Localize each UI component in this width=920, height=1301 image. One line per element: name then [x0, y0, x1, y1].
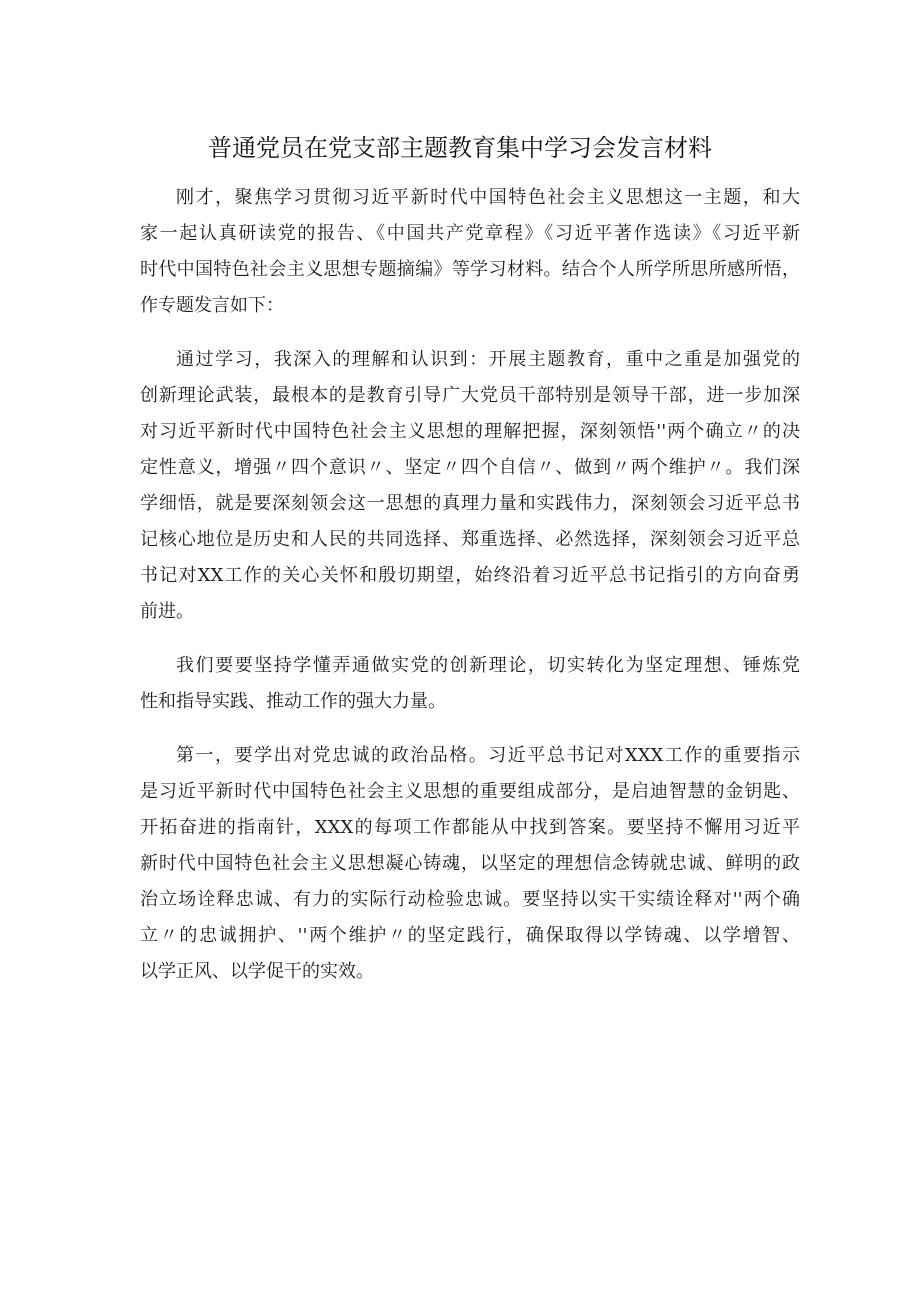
text-line: 以学正风、以学促干的实效。 [140, 961, 374, 982]
text-line: 书记对XX工作的关心关怀和殷切期望，始终沿着习近平总书记指引的方向奋勇 [140, 565, 800, 586]
paragraph-commitment [140, 648, 800, 720]
text-line: 刚才，聚焦学习贯彻习近平新时代中国特色社会主义思想这一主题，和大 [176, 187, 800, 208]
text-line: 创新理论武装，最根本的是教育引导广大党员干部特别是领导干部，进一步加深 [140, 385, 800, 406]
paragraph-first-point [140, 738, 800, 990]
document-title: 普通党员在党支部主题教育集中学习会发言材料 [208, 134, 712, 162]
text-line: 新时代中国特色社会主义思想凝心铸魂，以坚定的理想信念铸就忠诚、鲜明的政 [140, 853, 800, 874]
text-line: 立〃的忠诚拥护、''两个维护〃的坚定践行，确保取得以学铸魂、以学增智、 [140, 925, 800, 946]
text-line: 治立场诠释忠诚、有力的实际行动检验忠诚。要坚持以实干实绩诠释对''两个确 [140, 889, 800, 910]
text-line: 学细悟，就是要深刻领会这一思想的真理力量和实践伟力，深刻领会习近平总书 [140, 493, 800, 514]
text-line: 时代中国特色社会主义思想专题摘编》等学习材料。结合个人所学所思所感所悟， [140, 259, 800, 280]
text-line: 作专题发言如下： [140, 295, 284, 316]
text-line: 开拓奋进的指南针，XXX的每项工作都能从中找到答案。要坚持不懈用习近平 [140, 817, 800, 838]
paragraph-intro [140, 180, 800, 324]
text-line: 记核心地位是历史和人民的共同选择、郑重选择、必然选择，深刻领会习近平总 [140, 529, 800, 550]
text-line: 通过学习，我深入的理解和认识到：开展主题教育，重中之重是加强党的 [176, 349, 800, 370]
document-body [140, 180, 800, 990]
text-line: 性和指导实践、推动工作的强大力量。 [140, 691, 446, 712]
text-line: 前进。 [140, 601, 194, 622]
text-line: 我们要要坚持学懂弄通做实党的创新理论，切实转化为坚定理想、锤炼党 [176, 655, 800, 676]
text-line: 是习近平新时代中国特色社会主义思想的重要组成部分，是启迪智慧的金钥匙、 [140, 781, 800, 802]
text-line: 家一起认真研读党的报告、《中国共产党章程》《习近平著作选读》《习近平新 [140, 223, 800, 244]
text-line: 对习近平新时代中国特色社会主义思想的理解把握，深刻领悟''两个确立〃的决 [140, 421, 800, 442]
text-line: 第一，要学出对党忠诚的政治品格。习近平总书记对XXX工作的重要指示 [176, 745, 800, 766]
text-line: 定性意义，增强〃四个意识〃、坚定〃四个自信〃、做到〃两个维护〃。我们深 [140, 457, 800, 478]
paragraph-understanding [140, 342, 800, 630]
